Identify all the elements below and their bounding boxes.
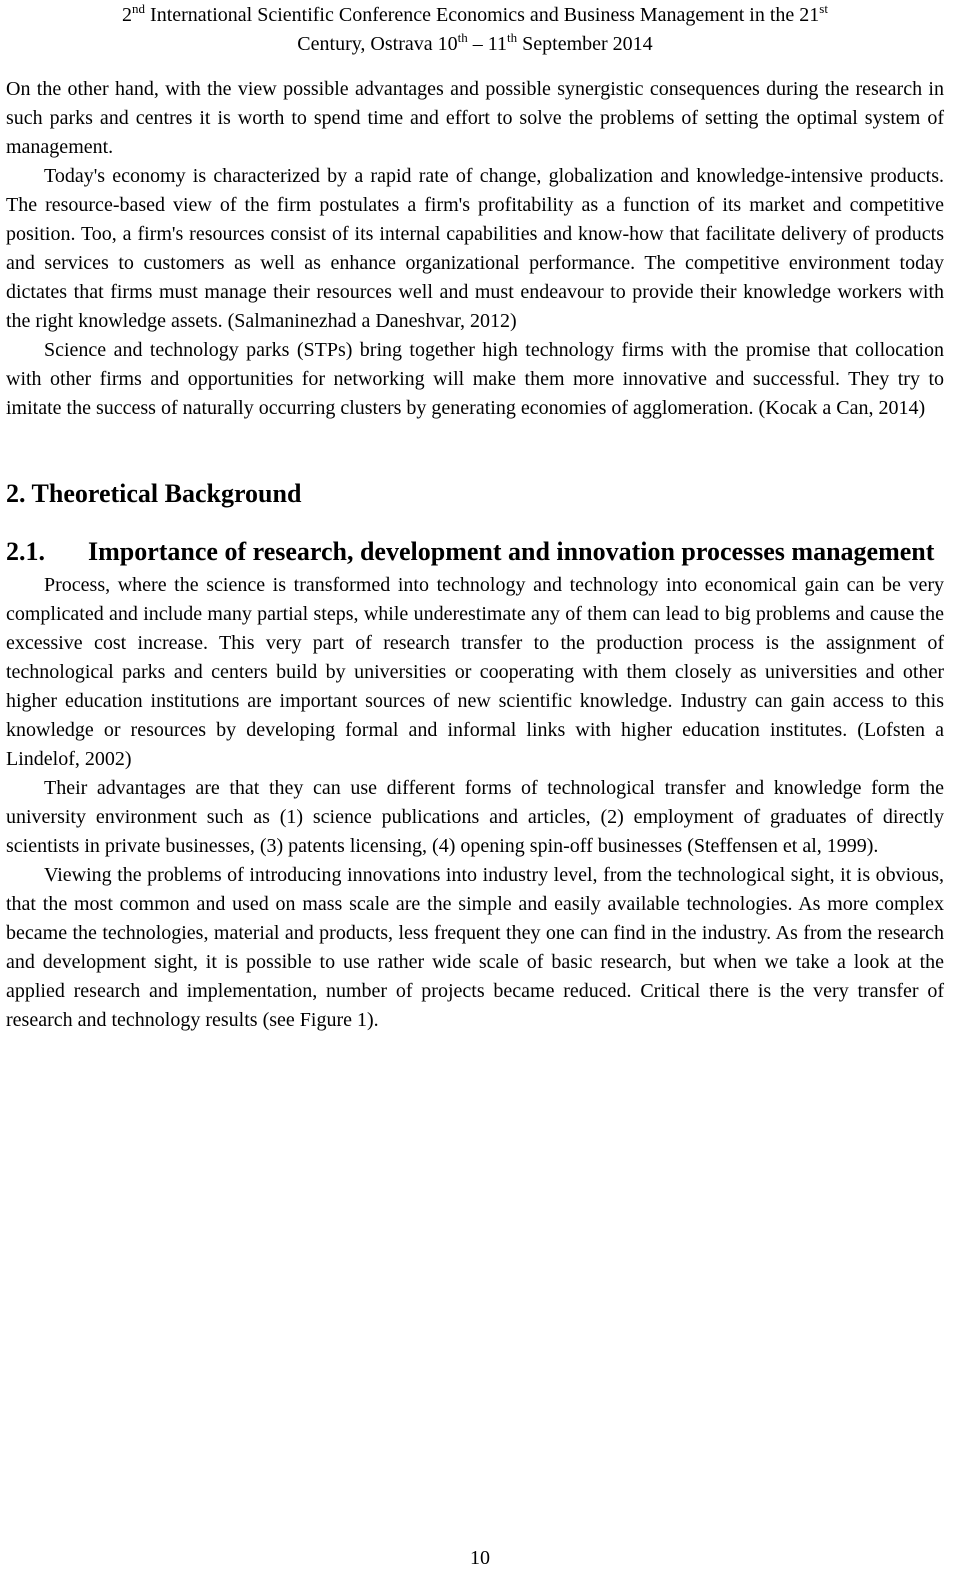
header-date-line bbox=[6, 30, 944, 59]
header-location-text: Century, Ostrava 10 bbox=[297, 33, 458, 55]
header-month-text: September 2014 bbox=[517, 33, 653, 55]
paragraph-intro-3: Science and technology parks (STPs) bring together high technology firms with the promise that collocation with other firms and opportunities for networking will make them more innovative and successful. They try to imitate the success of naturally occurring clusters by generating economies of agglomeration. (Kocak a Can, 2014) bbox=[6, 339, 944, 419]
header-century-suffix: st bbox=[819, 1, 828, 16]
subsection-title: Importance of research, development and innovation processes management bbox=[88, 537, 935, 566]
header-day2-suffix: th bbox=[507, 30, 518, 45]
body-text bbox=[6, 571, 944, 1035]
page-number: 10 bbox=[470, 1547, 490, 1569]
conference-header bbox=[6, 0, 944, 59]
header-ordinal-suffix: nd bbox=[132, 1, 146, 16]
section-title: Theoretical Background bbox=[31, 479, 302, 508]
paragraph-body-2: Their advantages are that they can use different forms of technological transfer and knowledge form the university environment such as (1) science publications and articles, (2) employment of graduates of directly scientists in private businesses, (3) patents licensing, (4) opening spin-off businesses (Steffensen et al, 1999). bbox=[6, 777, 944, 857]
section-number: 2. bbox=[6, 479, 26, 508]
subsection-heading bbox=[6, 533, 944, 571]
header-day1-suffix: th bbox=[457, 30, 468, 45]
paragraph-body-3: Viewing the problems of introducing innovations into industry level, from the technological sight, it is obvious, that the most common and used on mass scale are the simple and easily available technologies. As more complex became the technologies, material and products, less frequent they one can find in the industry. As from the research and development sight, it is possible to use rather wide scale of basic research, but when we take a look at the applied research and implementation, number of projects became reduced. Critical there is the very transfer of research and technology results (see Figure 1). bbox=[6, 864, 944, 1031]
paragraph-body-1: Process, where the science is transformed into technology and technology into economical gain can be very complicated and include many partial steps, while underestimate any of them can lead to big problems and cause the excessive cost increase. This very part of research transfer to the production process is the assignment of technological parks and centers build by universities or cooperating with them closely as universities and other higher education institutions are important sources of new scientific knowledge. Industry can gain access to this knowledge or resources by developing formal and informal links with higher education institutes. (Lofsten a Lindelof, 2002) bbox=[6, 574, 944, 770]
header-title-text: International Scientific Conference Economics and Business Management in the 21 bbox=[145, 4, 820, 26]
paragraph-intro-1: On the other hand, with the view possible advantages and possible synergistic consequences during the research in such parks and centres it is worth to spend time and effort to solve the problems of setting the optimal system of management. bbox=[6, 78, 944, 158]
paragraph-intro-2: Today's economy is characterized by a rapid rate of change, globalization and knowledge-intensive products. The resource-based view of the firm postulates a firm's profitability as a function of its market and competitive position. Too, a firm's resources consist of its internal capabilities and know-how that facilitate delivery of products and services to customers as well as enhance organizational performance. The competitive environment today dictates that firms must manage their resources well and must endeavour to provide their knowledge workers with the right knowledge assets. (Salmaninezhad a Daneshvar, 2012) bbox=[6, 165, 944, 332]
header-ordinal-number: 2 bbox=[122, 4, 133, 26]
section-heading bbox=[6, 477, 944, 511]
header-dash-text: – 11 bbox=[467, 33, 508, 55]
intro-text bbox=[6, 75, 944, 423]
subsection-number: 2.1. bbox=[6, 537, 45, 566]
